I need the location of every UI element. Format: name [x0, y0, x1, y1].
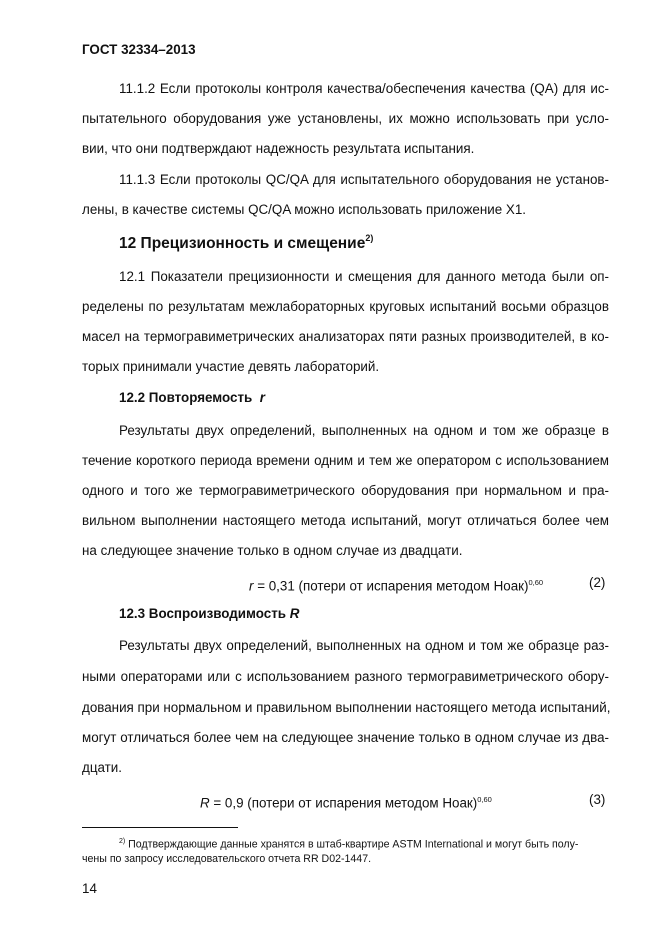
- footnote-line-1: [119, 835, 578, 852]
- paragraph-12-3-line-2: ными операторами или с использованием разного термогравиметрического обору-: [82, 669, 609, 684]
- paragraph-12-2-line-5: на следующее значение только в одном случае из двадцати.: [82, 543, 463, 558]
- formula-2-expression: = 0,31 (потери от испарения методом Ноак): [253, 578, 529, 594]
- paragraph-12-2-line-1: Результаты двух определений, выполненных на одном и том же образце в: [119, 423, 609, 438]
- paragraph-12-1-line-4: торых принимали участие девять лабораторий.: [82, 359, 380, 374]
- paragraph-12-3-line-4: могут отличаться более чем на следующее значение только в одном случае из два-: [82, 730, 609, 745]
- paragraph-12-3-line-3: дования при нормальном и правильном выполнении настоящего метода испытаний,: [82, 700, 611, 715]
- page-number: 14: [82, 881, 97, 896]
- paragraph-12-2-line-3: одного и того же термогравиметрического оборудования при нормальном и пра-: [82, 483, 609, 498]
- paragraph-11-1-3-line-1: 11.1.3 Если протоколы QC/QA для испытательного оборудования не установ-: [119, 172, 609, 187]
- formula-2-exponent: 0,60: [528, 578, 544, 587]
- paragraph-12-1-line-3: масел на термогравиметрических анализаторах пяти разных производителей, в ко-: [82, 329, 609, 344]
- footnote-text-1: Подтверждающие данные хранятся в штаб-квартире ASTM International и могут быть полу-: [125, 838, 579, 851]
- paragraph-11-1-2-line-1: 11.1.2 Если протоколы контроля качества/обеспечения качества (QA) для ис-: [119, 81, 609, 96]
- equation-number-3: (3): [589, 792, 606, 807]
- footnote-separator: [82, 827, 238, 828]
- formula-repeatability: [249, 575, 543, 594]
- formula-3-symbol: R: [200, 795, 210, 811]
- section-12-2-heading: [119, 390, 265, 405]
- equation-number-2: (2): [589, 575, 606, 590]
- paragraph-12-1-line-1: 12.1 Показатели прецизионности и смещения для данного метода были оп-: [119, 269, 609, 284]
- section-12-2-title: 12.2 Повторяемость: [119, 390, 253, 405]
- footnote-mark: 2): [119, 838, 126, 845]
- paragraph-12-1-line-2: ределены по результатам межлабораторных круговых испытаний восьми образцов: [82, 299, 609, 314]
- section-12-heading: [119, 234, 373, 253]
- formula-3-exponent: 0,60: [477, 795, 492, 804]
- paragraph-11-1-2-line-2: пытательного оборудования уже установлены, их можно использовать при усло-: [82, 111, 609, 126]
- paragraph-12-2-line-4: вильном выполнении настоящего метода испытаний, могут отличаться более чем: [82, 513, 609, 528]
- paragraph-12-2-line-2: течение короткого периода времени одним и тем же оператором с использованием: [82, 453, 609, 468]
- footnote-ref-2: 2): [365, 233, 374, 243]
- paragraph-12-3-line-1: Результаты двух определений, выполненных на одном и том же образце раз-: [119, 638, 609, 653]
- paragraph-11-1-2-line-3: вии, что они подтверждают надежность результата испытания.: [82, 141, 475, 156]
- paragraph-12-3-line-5: дцати.: [82, 760, 122, 775]
- paragraph-11-1-3-line-2: лены, в качестве системы QC/QA можно использовать приложение Х1.: [82, 202, 526, 217]
- formula-3-expression: = 0,9 (потери от испарения методом Ноак): [209, 795, 478, 811]
- section-12-title: 12 Прецизионность и смещение: [119, 235, 366, 253]
- section-12-3-title: 12.3 Воспроизводимость: [119, 606, 286, 621]
- repeatability-symbol: r: [259, 390, 265, 405]
- section-12-3-heading: [119, 606, 299, 621]
- formula-reproducibility: [200, 792, 492, 811]
- reproducibility-symbol: R: [289, 606, 300, 621]
- document-code-header: ГОСТ 32334–2013: [82, 42, 196, 57]
- formula-2-symbol: r: [249, 578, 254, 594]
- footnote-line-2: чены по запросу исследовательского отчета RR D02-1447.: [82, 853, 372, 865]
